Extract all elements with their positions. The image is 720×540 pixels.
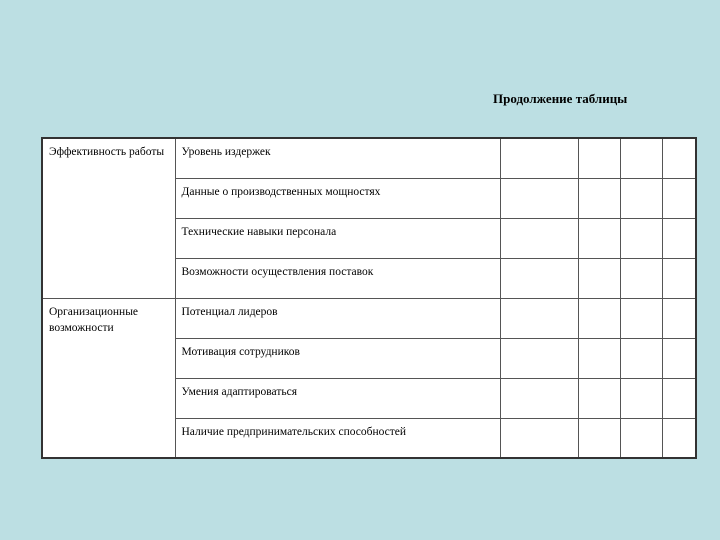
- score-cell: [662, 378, 696, 418]
- score-cell: [500, 418, 578, 458]
- score-cell: [620, 258, 662, 298]
- group-label-organizational: Организационные возможности: [42, 298, 175, 458]
- score-cell: [662, 218, 696, 258]
- score-cell: [578, 218, 620, 258]
- score-cell: [578, 378, 620, 418]
- table-caption: Продолжение таблицы: [493, 91, 628, 106]
- score-cell: [578, 258, 620, 298]
- score-cell: [500, 338, 578, 378]
- criterion-leader-potential: Потенциал лидеров: [175, 298, 500, 338]
- score-cell: [620, 338, 662, 378]
- score-cell: [578, 338, 620, 378]
- score-cell: [500, 298, 578, 338]
- score-cell: [662, 138, 696, 178]
- criterion-technical-skills: Технические навыки персонала: [175, 218, 500, 258]
- score-cell: [662, 298, 696, 338]
- score-cell: [578, 298, 620, 338]
- criterion-employee-motivation: Мотивация сотрудников: [175, 338, 500, 378]
- table-row: [42, 298, 696, 338]
- score-cell: [620, 178, 662, 218]
- score-cell: [500, 178, 578, 218]
- criterion-delivery-capability: Возможности осуществления поставок: [175, 258, 500, 298]
- group-label-efficiency: Эффективность работы: [42, 138, 175, 298]
- score-cell: [620, 218, 662, 258]
- score-cell: [620, 138, 662, 178]
- score-cell: [662, 258, 696, 298]
- assessment-table: [41, 137, 697, 459]
- score-cell: [662, 338, 696, 378]
- score-cell: [620, 378, 662, 418]
- criterion-capacity-data: Данные о производственных мощностях: [175, 178, 500, 218]
- table-row: [42, 138, 696, 178]
- score-cell: [620, 418, 662, 458]
- criterion-cost-level: Уровень издержек: [175, 138, 500, 178]
- score-cell: [620, 298, 662, 338]
- score-cell: [578, 178, 620, 218]
- criterion-entrepreneurial-ability: Наличие предпринимательских способностей: [175, 418, 500, 458]
- score-cell: [500, 258, 578, 298]
- score-cell: [578, 138, 620, 178]
- score-cell: [662, 418, 696, 458]
- score-cell: [662, 178, 696, 218]
- score-cell: [500, 138, 578, 178]
- score-cell: [578, 418, 620, 458]
- score-cell: [500, 218, 578, 258]
- score-cell: [500, 378, 578, 418]
- criterion-adaptability: Умения адаптироваться: [175, 378, 500, 418]
